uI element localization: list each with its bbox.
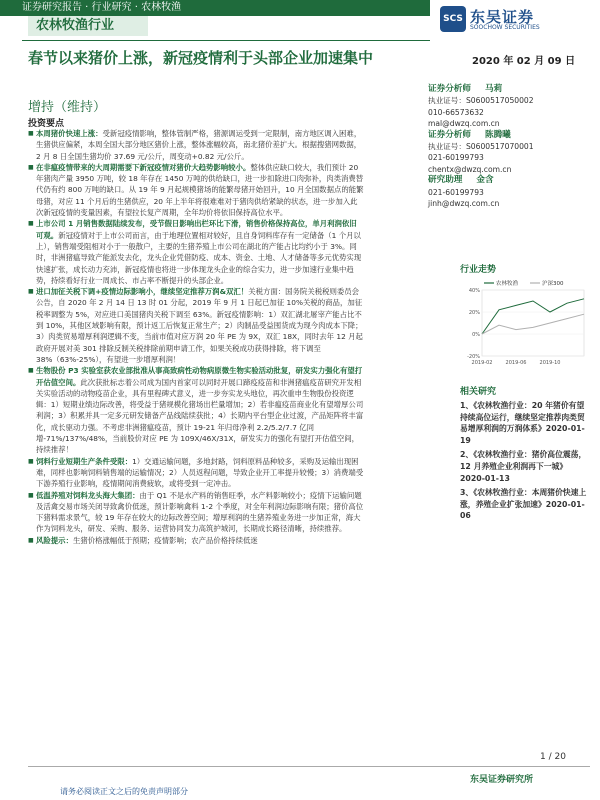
analyst-contact: 执业证号：S0600517050002 (428, 96, 534, 106)
summary-paragraph (28, 365, 364, 455)
paragraph-highlight: 生物股份 P3 实验室获农业部批准从事高致病性动物病原微生物实验活动批复，研发实力强化有望打开估值空间。 (36, 366, 363, 387)
y-tick-label: -20% (467, 354, 480, 360)
rating: 增持（维持） (28, 100, 107, 115)
related-item[interactable]: 1、《农林牧渔行业：20 年猪价有望持续高位运行，继续坚定推荐肉类贸易增厚利润的万润体系》2020-01-19 (460, 401, 585, 445)
industry-trend-chart (460, 276, 588, 372)
paragraph-highlight: 在非瘟疫情带来的大周期需要下新冠疫情对猪价大趋势影响较小。 (36, 162, 251, 172)
summary-paragraph (28, 535, 364, 546)
paragraph-highlight: 本周猪价快速上涨： (36, 129, 103, 138)
report-date: 2020 年 02 月 09 日 (472, 56, 576, 67)
paragraph-text: 关税方面：国务院关税税则委员会公告，自 2020 年 2 月 14 日 13 时 01 分起，2019 年 9 月 1 日起已加征 10%关税的商品，加征税率调整为 5%，对应进口美国猪肉关税下调至 63%。新冠疫情影响：1）双汇湖北屠宰产能占比不到 10%，其他区域影响有限，预计返工后恢复正常生产；2）肉制品受益囤货成为现今肉成本下降；3）肉类贸易增厚利润逻辑不变，当前市值对应万润 20 年 PE 为 9X，双汇 18X，同时去年 12 月起政府开展对美 301 排除反制关税排除前期申请工作，如果关税成功获得排除，将下调至 38%（63%-25%），有望进一步增厚利润！ (36, 287, 363, 364)
summary-heading: 投资要点 (28, 119, 65, 129)
analyst-contact: chentx@dwzq.com.cn (428, 164, 512, 174)
related-item[interactable]: 3、《农林牧渔行业：本周猪价快速上涨，养殖企业扩张加速》2020-01-06 (460, 488, 587, 521)
series-line-2 (482, 314, 584, 334)
y-tick-label: 20% (468, 310, 480, 316)
analyst-name: 陈腾曦 (484, 129, 511, 140)
analyst-contact: 010-66573632 (428, 107, 484, 117)
analyst-contact: 021-60199793 (428, 187, 484, 197)
logo-mark-icon: SCS (440, 6, 466, 32)
paragraph-highlight: 低温养殖对饲料龙头海大集团： (36, 490, 140, 500)
report-category-bar: 证券研究报告 · 行业研究 · 农林牧渔 (0, 0, 430, 16)
series-line-1 (482, 299, 584, 334)
sector-bar (22, 16, 430, 36)
analyst-role: 研究助理 (428, 175, 463, 186)
summary-paragraph (28, 490, 364, 535)
company-logo (440, 6, 590, 36)
paragraph-highlight: 进口加征关税下调+疫情边际影响小，继续坚定推荐万润&双汇！ (36, 287, 249, 297)
x-tick-label: 2019-02 (471, 360, 493, 366)
sector-label: 农林牧渔行业 (28, 16, 148, 36)
analyst-contact: mal@dwzq.com.cn (428, 119, 500, 129)
analyst-title (428, 130, 588, 141)
analyst-contact: 021-60199793 (428, 153, 484, 163)
analyst-list (428, 84, 588, 209)
x-tick-label: 2019-10 (539, 360, 561, 366)
paragraph-text: 由于 Q1 不是水产料的销售旺季，水产料影响较小；疫情下运输问题及活禽交易市场关闭导致禽价低迷，预计影响禽料 1-2 个季度，对全年利润边际影响有限；猪价高位下猪料需求景气，较 19 年存在较大的边际改善空间；增厚利润的生猪养殖业务进一步加正常，海大作为饲料龙头，研发、采购、服务、运营协同发力高筑护城河，长期成长路径清晰，持续推荐。 (36, 490, 364, 534)
analyst-name: 金含 (476, 175, 494, 186)
x-tick-label: 2019-06 (505, 360, 527, 366)
paragraph-highlight: 风险提示： (36, 535, 73, 545)
logo-chinese-name: 东吴证券 (470, 8, 535, 26)
related-item[interactable]: 2、《农林牧渔行业：猪价高位震荡，12 月养殖企业利润再下一城》2020-01-13 (460, 450, 587, 483)
page-number: 1 / 20 (540, 752, 566, 762)
analyst-role: 证券分析师 (428, 84, 471, 94)
analyst-name: 马莉 (484, 84, 503, 94)
analyst-contact: 执业证号：S0600517070001 (428, 142, 534, 152)
chart-label: 行业走势 (460, 265, 497, 275)
analyst-role: 证券分析师 (428, 129, 471, 140)
analyst-title (428, 175, 588, 186)
paragraph-text: 新冠疫情对于上市公司而言，由于地理位置相对较好，且自身饲料库存有一定储备（1 个月以上），销售端受阻相对小于一般散户，主要的生猪养殖上市公司在湖北的产能占比均约小于 3%。同时，非洲猪瘟导致产能派发去化，龙头企业凭借防疫、成本、资金、土地、人才储备等多元优势实现快速扩张，成长动力充沛，新冠疫情也将进一步体现龙头企业的综合实力，进一步加速行业集中趋势，持续看好行业一周成长、市占率不断提升的头部企业。 (36, 230, 362, 285)
summary-paragraph (28, 128, 364, 162)
legend-label: 农林牧渔 (496, 281, 519, 287)
footer-disclaimer: 请务必阅读正文之后的免责声明部分 (60, 787, 188, 796)
summary-body (28, 128, 364, 546)
summary-paragraph (28, 286, 364, 365)
paragraph-highlight: 饲料行业短期生产条件受限： (36, 456, 133, 466)
related-label: 相关研究 (460, 387, 497, 397)
footer-organization: 东吴证券研究所 (470, 775, 534, 785)
y-tick-label: 0% (472, 332, 480, 338)
paragraph-text: 1）交通运输问题，多地封路，饲料原料品种较多，采购及运输出现困难，同样也影响饲料销售端的运输情况；2）人员返程问题，导致企业开工率提升较慢；3）消费端受下游养殖行业影响，疫情期间消费疲软，或将受到一定冲击。 (36, 456, 364, 489)
plot-area (482, 290, 584, 356)
summary-paragraph (28, 456, 364, 490)
paragraph-text: 整体供应缺口较大，我们预计 20 年猪肉产量 3950 万吨，较 18 年存在 1450 万吨的供给缺口，进一步扣除进口肉弥补，肉类消费替代仍有约 800 万吨的缺口。从 19 年 9 月起规模猪场的能繁母猪开始回升，10 月全国数据点的能繁母猪，对应 11 个月后的生猪供应，20 年上半年将很难难对于猪肉供给紧缺的状态，进一步加入此次新冠疫情的变量因素，有望拉长复产周期，全年均价将依旧保持高位水平。 (36, 162, 364, 218)
analyst-title (428, 84, 588, 95)
paragraph-text: 受新冠疫情影响，整体管制严格，猪源调运受到一定限制，南方地区调入困难，生猪供应偏紧，本周全国大部分地区猪价上涨，整体涨幅较高，南北猪价差扩大。根据搜猪网数据，2 月 8 日全国生猪均价 37.69 元/公斤，周变动+0.82 元/公斤。 (36, 129, 362, 161)
summary-paragraph (28, 162, 364, 218)
y-tick-label: 40% (468, 288, 480, 294)
report-title: 春节以来猪价上涨，新冠疫情利于头部企业加速集中 (28, 49, 374, 67)
sector-divider (22, 40, 430, 41)
paragraph-text: 生猪价格涨幅低于预期；疫情影响；农产品价格持续低迷 (72, 535, 258, 545)
paragraph-text: 此次获批标志着公司成为国内首家可以同时开展口蹄疫疫苗和非洲猪瘟疫苗研究开发相关实验活动的动物疫苗企业，具有里程碑式意义，进一步夯实龙头地位，再次重申生物股份投资逻辑：1）短期业绩边际改善，将受益于猪规模化猪场出栏量增加；2）若非瘟疫苗商业化有望增厚公司利润；3）积累并具一定多元研发储备产品线陆续获批；4）长期内平台型企业过渡，产品矩阵将丰富化，成长驱动力强。不考虑非洲猪瘟疫苗，预计 19-21 年归母净利 2.2/5.2/7.7 亿同增-71%/137%/48%，当前股价对应 PE 为 109X/46X/31X，研发实力的强化有望打开估值空间，持续推荐！ (36, 377, 364, 455)
logo-english-name: SOOCHOW SECURITIES (470, 24, 540, 31)
footer-divider (28, 766, 590, 767)
related-research-list (460, 400, 590, 525)
legend-label: 沪深300 (542, 281, 564, 287)
analyst-contact: jinh@dwzq.com.cn (428, 199, 500, 209)
paragraph-highlight: 上市公司 1 月销售数据陆续发布，受节假日影响出栏环比下滑，销售价格保持高位，单月利润依旧可观。 (36, 219, 357, 240)
summary-paragraph (28, 218, 364, 286)
